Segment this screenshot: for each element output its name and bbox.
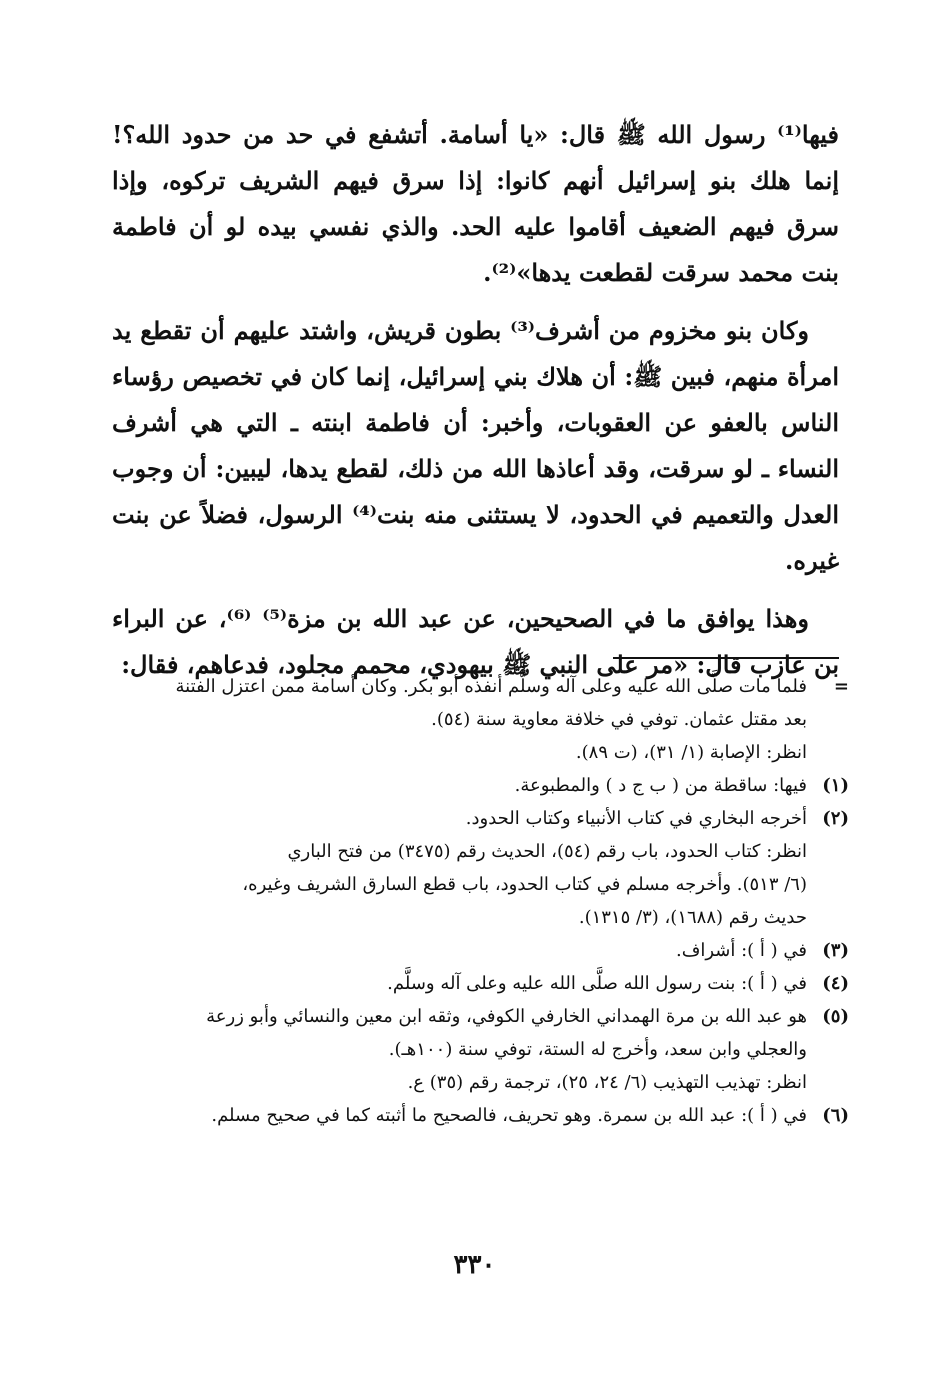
footnote-1 [97,769,849,802]
footnotes [97,670,849,1132]
paragraph-3: وهذا يوافق ما في الصحيحين، عن عبد الله بن مزة⁽⁵⁾ ⁽⁶⁾، عن البراء بن عازب قال: «مر على النبي ﷺ بيهودي، محمم مجلود، فدعاهم، فقال: [112,604,839,679]
footnote-number: (٢) [822,808,849,829]
footnote-number: (١) [822,775,849,796]
paragraph-1: فيها⁽¹⁾ رسول الله ﷺ قال: «يا أسامة. أتشفع في حد من حدود الله؟! إنما هلك بنو إسرائيل أنهم كانوا: إذا سرق فيهم الشريف تركوه، وإذا سرق فيهم الضعيف أقاموا عليه الحد. والذي نفسي بيده لو أن فاطمة بنت محمد سرقت لقطعت يدها»⁽²⁾. [112,120,839,287]
footnote-body [97,769,807,802]
main-text [112,112,839,688]
footnote-4 [97,967,849,1000]
footnote-line: في ( أ ): بنت رسول الله صلَّى الله عليه وعلى آله وسلَّم. [387,973,807,994]
footnote-body [97,967,807,1000]
footnote-body [97,934,807,967]
footnote-number: (٥) [822,1006,849,1027]
footnote-separator [613,657,839,659]
footnote-5 [97,1000,849,1099]
footnote-number: (٦) [822,1105,849,1126]
footnote-line: (٦/ ٥١٣). وأخرجه مسلم في كتاب الحدود، باب قطع السارق الشريف وغيره، [242,874,807,895]
footnote-line: انظر: الإصابة (١/ ٣١)، (ت ٨٩). [575,742,807,763]
footnote-body [97,802,807,934]
footnote-line: هو عبد الله بن مرة الهمداني الخارفي الكوفي، وثقه ابن معين والنسائي وأبو زرعة [206,1006,807,1027]
footnote-line: بعد مقتل عثمان. توفي في خلافة معاوية سنة (٥٤). [431,709,807,730]
footnote-line: انظر: تهذيب التهذيب (٦/ ٢٤، ٢٥)، ترجمة رقم (٣٥) ع. [407,1072,807,1093]
footnote-2 [97,802,849,934]
footnote-line: والعجلي وابن سعد، وأخرج له الستة، توفي سنة (١٠٠هـ). [388,1039,807,1060]
footnote-continuation [97,670,849,769]
footnote-line: في ( أ ): عبد الله بن سمرة. وهو تحريف، فالصحيح ما أثبته كما في صحيح مسلم. [211,1105,807,1126]
footnote-line: في ( أ ): أشراف. [675,940,807,961]
footnote-number: (٣) [822,940,849,961]
continuation-marker: = [833,676,849,697]
footnote-continuation-body [97,670,807,769]
footnote-number: (٤) [822,973,849,994]
footnote-6 [97,1099,849,1132]
footnote-line: حديث رقم (١٦٨٨)، (٣/ ١٣١٥). [578,907,807,928]
footnote-line: انظر: كتاب الحدود، باب رقم (٥٤)، الحديث رقم (٣٤٧٥) من فتح الباري [287,841,807,862]
footnote-body [97,1099,807,1132]
footnote-line: فلما مات صلَّى الله عليه وعلى آله وسلَّم أنفذه أبو بكر. وكان أسامة ممن اعتزل الفتنة [175,676,807,697]
footnote-body [97,1000,807,1099]
footnote-3 [97,934,849,967]
footnote-line: أخرجه البخاري في كتاب الأنبياء وكتاب الحدود. [465,808,807,829]
paragraph-2: وكان بنو مخزوم من أشرف⁽³⁾ بطون قريش، واشتد عليهم أن تقطع يد امرأة منهم، فبين ﷺ: أن هلاك بني إسرائيل، إنما كان في تخصيص رؤساء الناس بالعفو عن العقوبات، وأخبر: أن فاطمة ابنته ـ التي هي أشرف النساء ـ لو سرقت، وقد أعاذها الله من ذلك، لقطع يدها، ليبين: أن وجوب العدل والتعميم في الحدود، لا يستثنى منه بنت⁽⁴⁾ الرسول، فضلاً عن بنت غيره. [112,316,840,575]
footnote-line: فيها: ساقطة من ( ب ج د ) والمطبوعة. [514,775,807,796]
page-number: ٣٣٠ [453,1250,496,1280]
